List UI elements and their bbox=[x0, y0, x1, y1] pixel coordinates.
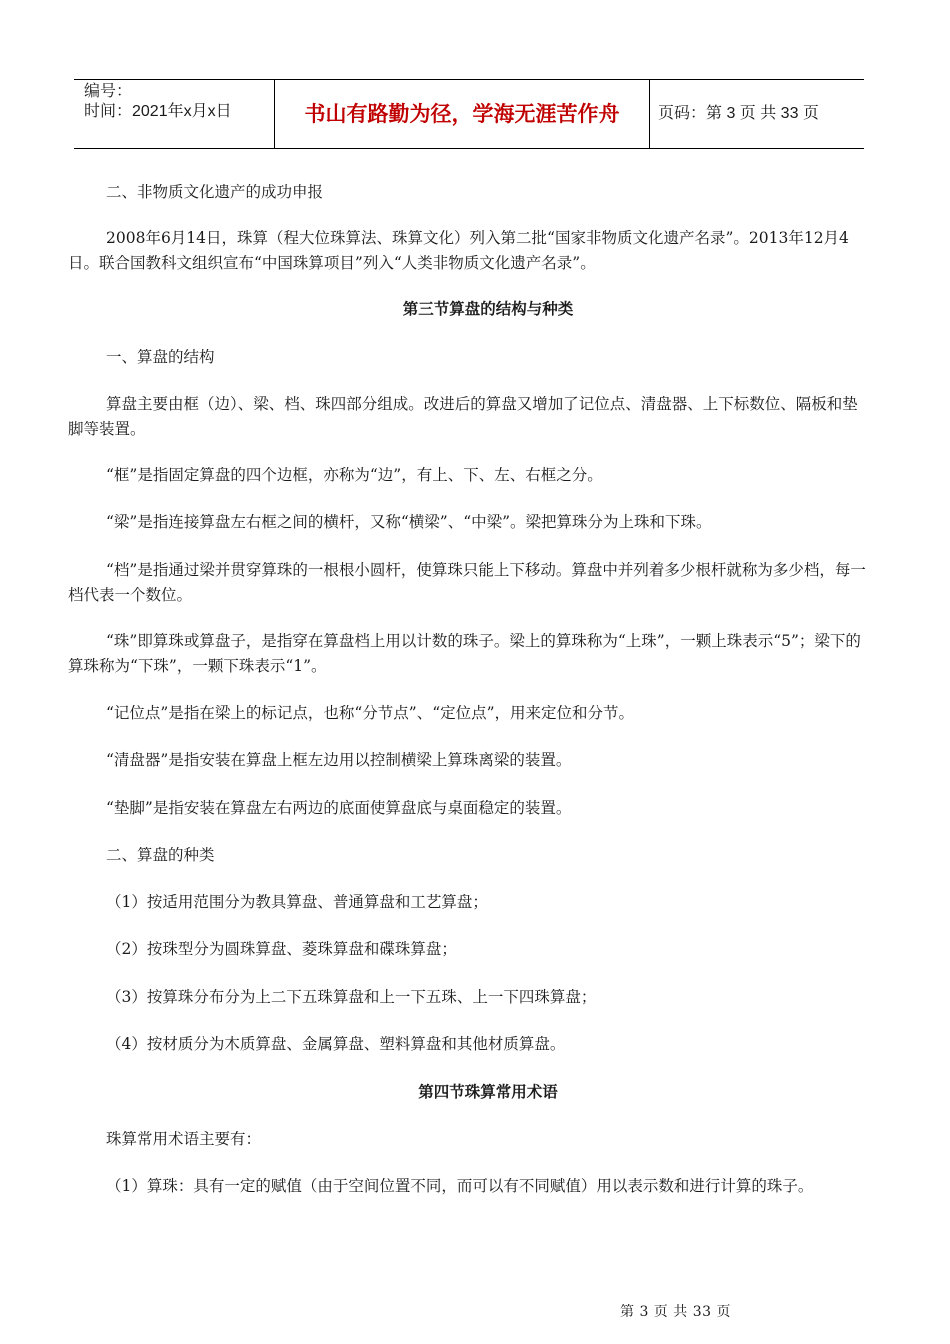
paragraph: 2008年6月14日，珠算（程大位珠算法、珠算文化）列入第二批“国家非物质文化遗产名录”。2013年12月4日。联合国教科文组织宣布“中国珠算项目”列入“人类非物质文化遗产名录”。 bbox=[68, 229, 849, 272]
paragraph: “档”是指通过梁并贯穿算珠的一根根小圆杆，使算珠只能上下移动。算盘中并列着多少根杆就称为多少档，每一档代表一个数位。 bbox=[68, 561, 866, 604]
paragraph: 珠算常用术语主要有： bbox=[106, 1130, 262, 1148]
paragraph: “珠”即算珠或算盘子，是指穿在算盘档上用以计数的珠子。梁上的算珠称为“上珠”，一颗上珠表示“5”；梁下的算珠称为“下珠”，一颗下珠表示“1”。 bbox=[68, 632, 861, 675]
section-subheading: 一、算盘的结构 bbox=[106, 348, 215, 366]
section-heading: 第四节珠算常用术语 bbox=[418, 1083, 558, 1101]
list-item: （2）按珠型分为圆珠算盘、菱珠算盘和碟珠算盘； bbox=[106, 940, 457, 958]
header-motto: 书山有路勤为径，学海无涯苦作舟 bbox=[304, 102, 620, 126]
list-item: （1）算珠：具有一定的赋值（由于空间位置不同，而可以有不同赋值）用以表示数和进行计算的珠子。 bbox=[106, 1177, 814, 1195]
section-subheading: 二、算盘的种类 bbox=[106, 846, 215, 864]
paragraph: “垫脚”是指安装在算盘左右两边的底面使算盘底与桌面稳定的装置。 bbox=[106, 799, 572, 817]
header-table bbox=[74, 79, 864, 149]
footer-page-number: 第 3 页 共 33 页 bbox=[620, 1304, 731, 1320]
document-number-label: 编号： bbox=[84, 83, 133, 100]
document-time-label: 时间：2021年x月x日 bbox=[84, 103, 232, 120]
header-info-cell bbox=[84, 82, 274, 122]
list-item: （1）按适用范围分为教具算盘、普通算盘和工艺算盘； bbox=[106, 893, 488, 911]
paragraph: “梁”是指连接算盘左右框之间的横杆，又称“横梁”、“中梁”。梁把算珠分为上珠和下珠。 bbox=[106, 513, 712, 531]
paragraph: 算盘主要由框（边）、梁、档、珠四部分组成。改进后的算盘又增加了记位点、清盘器、上下标数位、隔板和垫脚等装置。 bbox=[68, 395, 858, 438]
paragraph: “框”是指固定算盘的四个边框，亦称为“边”，有上、下、左、右框之分。 bbox=[106, 466, 603, 484]
section-heading: 第三节算盘的结构与种类 bbox=[402, 300, 574, 318]
list-item: （4）按材质分为木质算盘、金属算盘、塑料算盘和其他材质算盘。 bbox=[106, 1035, 566, 1053]
paragraph: “清盘器”是指安装在算盘上框左边用以控制横梁上算珠离梁的装置。 bbox=[106, 751, 572, 769]
paragraph: “记位点”是指在梁上的标记点，也称“分节点”、“定位点”，用来定位和分节。 bbox=[106, 704, 635, 722]
list-item: （3）按算珠分布分为上二下五珠算盘和上一下五珠、上一下四珠算盘； bbox=[106, 988, 597, 1006]
section-subheading: 二、非物质文化遗产的成功申报 bbox=[106, 183, 324, 201]
header-page-number: 页码：第 3 页 共 33 页 bbox=[658, 105, 819, 122]
header-divider bbox=[649, 80, 650, 148]
